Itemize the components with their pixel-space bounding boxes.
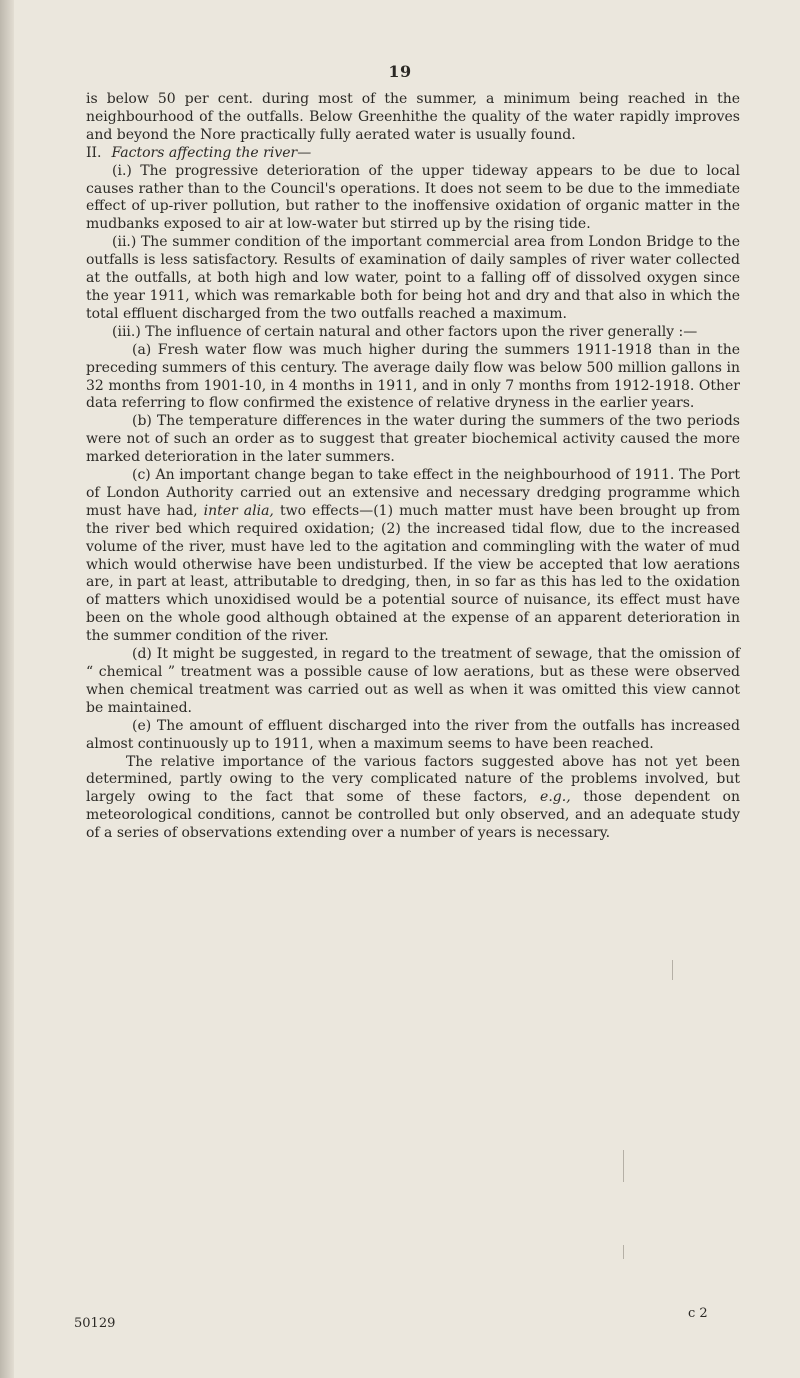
item-b: (b) The temperature differences in the water during the summers of the two periods were not of such an order as to suggest that greater biochemical activity caused the more marked deterioration in the later summers. [86,413,740,466]
scan-margin [0,0,14,1378]
body-text [86,91,740,843]
conclusion-text-2: those dependent on meteorological conditions, cannot be controlled but only observed, and an adequate study of a series of observations extending over a number of years is necessary. [86,789,740,842]
item-a: (a) Fresh water flow was much higher during the summers 1911-1918 than in the preceding summers of this century. The average daily flow was below 500 million gallons in 32 months from 1901-10, in 4 months in 1911, and in only 7 months from 1912-1918. Other data referring to flow confirmed the existence of relative dryness in the earlier years. [86,341,740,412]
item-e: (e) The amount of effluent discharged into the river from the outfalls has increased almost continuously up to 1911, when a maximum seems to have been reached. [86,717,740,752]
scan-mark [623,1150,624,1182]
item-c-text-1: (c) An important change began to take effect in the neighbourhood of 1911. The Port of London Authority carried out an extensive and necessary dredging programme which must have had, [86,467,740,519]
conclusion-paragraph [86,754,740,844]
signature-mark: c 2 [688,1306,708,1321]
paragraph-ii: (ii.) The summer condition of the important commercial area from London Bridge to the outfalls is less satisfactory. Results of examination of daily samples of river water collected at the outfalls, at both high and low water, point to a falling off of dissolved oxygen since the year 1911, which was remarkable both for being hot and dry and that also in which the total effluent discharged from the two outfalls reached a maximum. [86,234,740,322]
scan-mark [672,960,673,980]
item-d: (d) It might be suggested, in regard to the treatment of sewage, that the omission of “ chemical ” treatment was a possible cause of low aerations, but as these were observed when chemical treatment was carried out as well as when it was omitted this view cannot be maintained. [86,646,740,716]
section-title: Factors affecting the river— [111,144,312,161]
item-c-italic: inter alia, [203,502,274,519]
paragraph-i: (i.) The progressive deterioration of the upper tideway appears to be due to local causes rather than to the Council's operations. It does not seem to be due to the immediate effect of up-river pollution, but rather to the inoffensive oxidation of organic matter in the mudbanks exposed to air at low-water but stirred up by the rising tide. [86,162,740,233]
item-c-text-2: two effects—(1) much matter must have been brought up from the river bed which required oxidation; (2) the increased tidal flow, due to the increased volume of the river, must have led to the agitation and commingling with the water of mud which would otherwise have been undisturbed. If the view be accepted that low aerations are, in part at least, attributable to dredging, then, in so far as this has led to the oxidation of matters which unoxidised would be a potential source of nuisance, its effect must have been on the whole good although obtained at the expense of an apparent deterioration in the summer condition of the river. [86,502,740,645]
paragraph-iii: (iii.) The influence of certain natural and other factors upon the river generally :— [112,323,698,340]
section-heading [86,145,740,163]
intro-paragraph: is below 50 per cent. during most of the summer, a minimum being reached in the neighbourhood of the outfalls. Below Greenhithe the quality of the water rapidly improves and beyond the Nore practically fully aerated water is usually found. [86,91,740,143]
print-code: 50129 [74,1316,116,1331]
conclusion-text-1: The relative importance of the various factors suggested above has not yet been determined, partly owing to the very complicated nature of the problems involved, but largely owing to the fact that some of these factors, [86,753,740,806]
page-number: 19 [388,62,412,81]
conclusion-italic: e.g., [540,789,571,806]
scan-mark [623,1245,624,1259]
section-number: II. [86,144,102,161]
item-c [86,467,740,646]
